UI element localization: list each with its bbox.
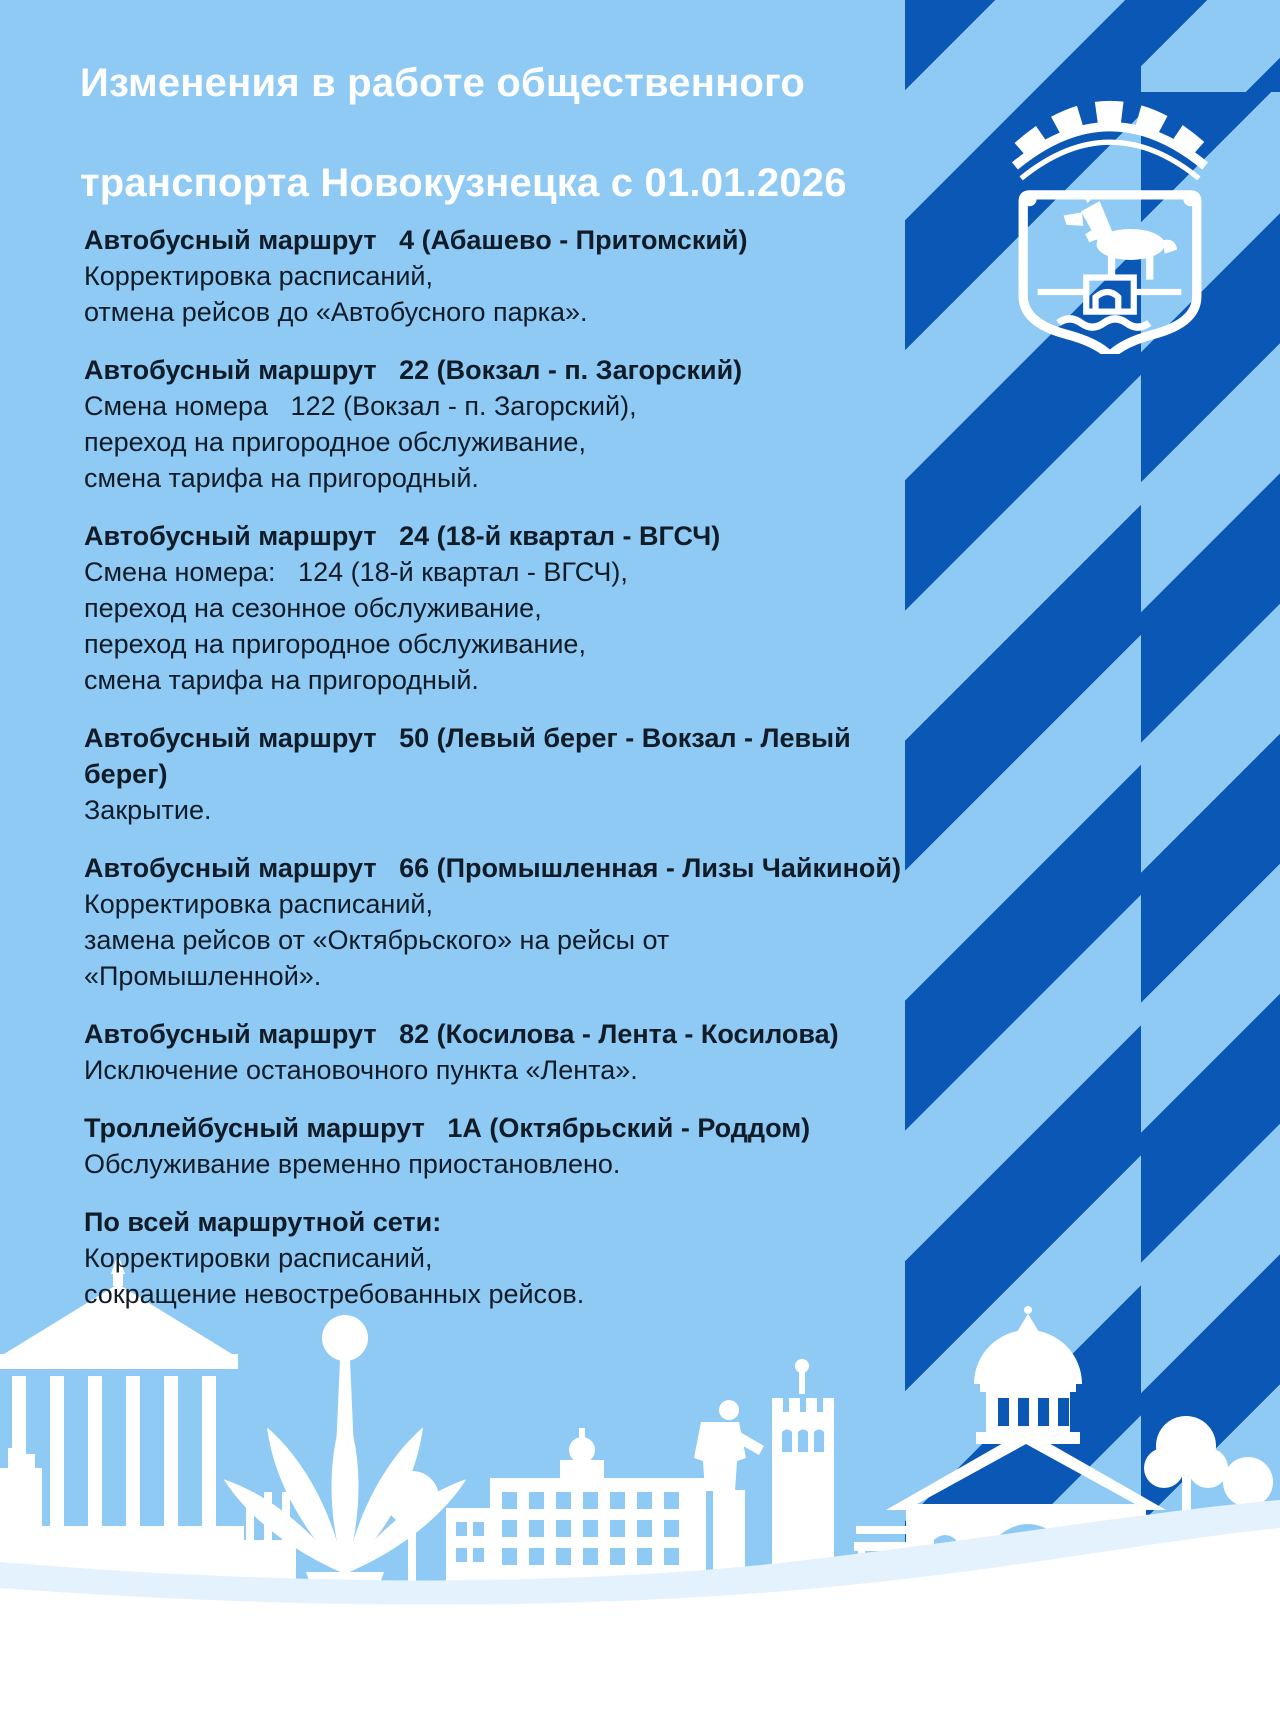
waves-icon <box>1058 319 1149 327</box>
route-heading: Автобусный маршрут 4 (Абашево - Притомский) <box>84 225 748 255</box>
route-detail-line: сокращение невостребованных рейсов. <box>84 1279 585 1309</box>
route-detail-line: переход на сезонное обслуживание, <box>84 593 542 623</box>
route-detail-line: Исключение остановочного пункта «Лента». <box>84 1055 638 1085</box>
route-change-block-network <box>84 1204 914 1312</box>
route-detail-line: Закрытие. <box>84 795 212 825</box>
route-change-block-24 <box>84 518 914 698</box>
route-detail-line: Корректировка расписаний, <box>84 889 433 919</box>
route-heading: Автобусный маршрут 66 (Промышленная - Лизы Чайкиной) <box>84 853 901 883</box>
route-change-block-50 <box>84 720 914 828</box>
route-detail-line: отмена рейсов до «Автобусного парка». <box>84 297 588 327</box>
title-line-2: транспорта Новокузнецка с 01.01.2026 <box>80 161 847 205</box>
route-heading: Автобусный маршрут 50 (Левый берег - Вокзал - Левый берег) <box>84 723 859 789</box>
horse-icon <box>1064 191 1178 280</box>
route-change-block-82 <box>84 1016 914 1088</box>
route-detail-line: Корректировка расписаний, <box>84 261 433 291</box>
route-heading: По всей маршрутной сети: <box>84 1207 442 1237</box>
smithy-building-icon <box>1038 278 1182 312</box>
route-detail-line: смена тарифа на пригородный. <box>84 463 479 493</box>
route-change-block-66 <box>84 850 914 994</box>
route-detail-line: Обслуживание временно приостановлено. <box>84 1149 621 1179</box>
route-detail-line: Смена номера: 124 (18-й квартал - ВГСЧ), <box>84 557 628 587</box>
route-detail-line: переход на пригородное обслуживание, <box>84 629 586 659</box>
route-detail-line: смена тарифа на пригородный. <box>84 665 479 695</box>
route-heading: Автобусный маршрут 82 (Косилова - Лента - Косилова) <box>84 1019 839 1049</box>
route-heading: Троллейбусный маршрут 1А (Октябрьский - Роддом) <box>84 1113 811 1143</box>
route-detail-line: Смена номера 122 (Вокзал - п. Загорский), <box>84 391 637 421</box>
route-detail-line: Корректировки расписаний, <box>84 1243 433 1273</box>
route-change-block-1a <box>84 1110 914 1182</box>
title-line-1: Изменения в работе общественного <box>80 61 806 105</box>
route-heading: Автобусный маршрут 22 (Вокзал - п. Загорский) <box>84 355 743 385</box>
route-change-block-22 <box>84 352 914 496</box>
route-changes-list <box>84 222 914 1334</box>
route-heading: Автобусный маршрут 24 (18-й квартал - ВГСЧ) <box>84 521 721 551</box>
route-detail-line: переход на пригородное обслуживание, <box>84 427 586 457</box>
city-coat-of-arms-icon <box>975 44 1245 354</box>
route-change-block-4 <box>84 222 914 330</box>
page-title <box>80 58 847 208</box>
route-detail-line: замена рейсов от «Октябрьского» на рейсы от «Промышленной». <box>84 925 677 991</box>
